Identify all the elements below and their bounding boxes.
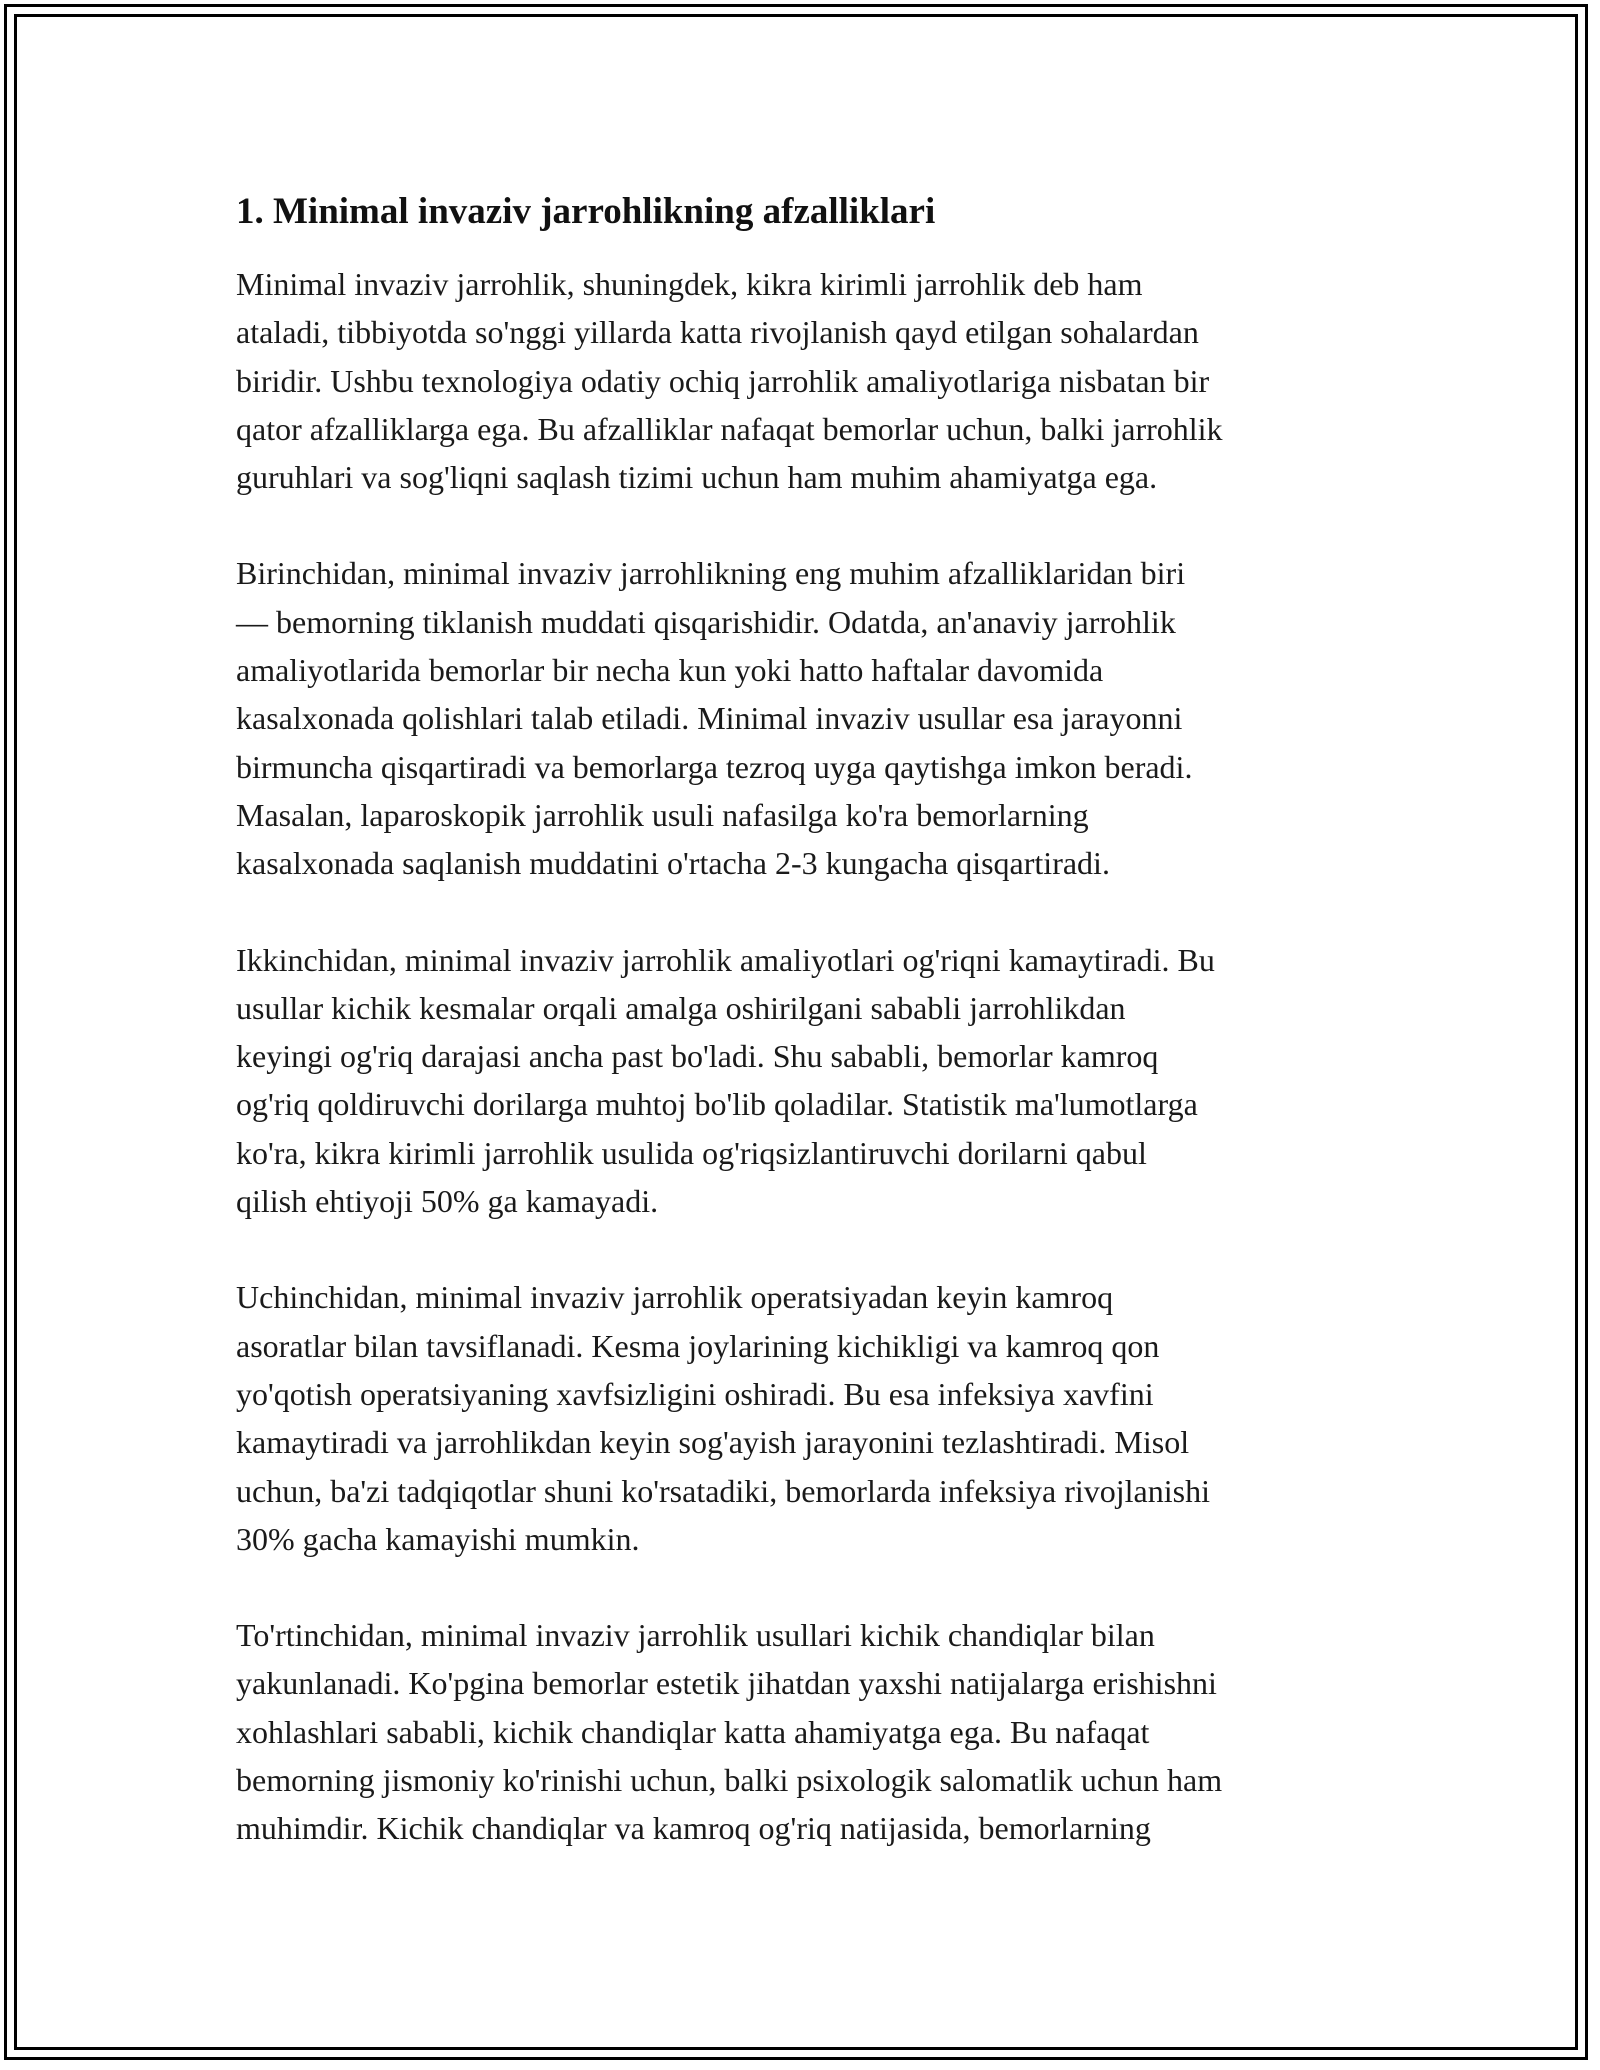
paragraph-second-advantage	[236, 936, 1376, 1226]
paragraph-line: bemorning jismoniy ko'rinishi uchun, balki psixologik salomatlik uchun ham	[236, 1762, 1223, 1799]
paragraph-line: Minimal invaziv jarrohlik, shuningdek, kikra kirimli jarrohlik deb ham	[236, 266, 1143, 302]
paragraph-line: qator afzalliklarga ega. Bu afzalliklar nafaqat bemorlar uchun, balki jarrohlik	[236, 410, 1223, 447]
paragraph-line: asoratlar bilan tavsiflanadi. Kesma joylarining kichikligi va kamroq qon	[236, 1327, 1160, 1364]
paragraph-line: Ikkinchidan, minimal invaziv jarrohlik amaliyotlari og'riqni kamaytiradi. Bu	[236, 941, 1215, 978]
paragraph-line: ko'ra, kikra kirimli jarrohlik usulida og'riqsizlantiruvchi dorilarni qabul	[236, 1134, 1147, 1171]
paragraph-line: Birinchidan, minimal invaziv jarrohlikning eng muhim afzalliklaridan biri	[236, 555, 1186, 592]
paragraph-line: Uchinchidan, minimal invaziv jarrohlik operatsiyadan keyin kamroq	[236, 1279, 1114, 1316]
paragraph-fourth-advantage	[236, 1611, 1376, 1852]
paragraph-line: kamaytiradi va jarrohlikdan keyin sog'ayish jarayonini tezlashtiradi. Misol	[236, 1424, 1190, 1461]
paragraph-line: ataladi, tibbiyotda so'nggi yillarda katta rivojlanish qayd etilgan sohalardan	[236, 314, 1199, 351]
paragraph-third-advantage	[236, 1273, 1376, 1563]
paragraph-line: — bemorning tiklanish muddati qisqarishidir. Odatda, an'anaviy jarrohlik	[236, 603, 1176, 640]
paragraph-line: muhimdir. Kichik chandiqlar va kamroq og'riq natijasida, bemorlarning	[236, 1810, 1151, 1847]
paragraph-first-advantage	[236, 549, 1376, 887]
section-heading: 1. Minimal invaziv jarrohlikning afzalliklari	[236, 191, 936, 232]
paragraph-line: biridir. Ushbu texnologiya odatiy ochiq jarrohlik amaliyotlariga nisbatan bir	[236, 362, 1210, 399]
paragraph-line: og'riq qoldiruvchi dorilarga muhtoj bo'lib qoladilar. Statistik ma'lumotlarga	[236, 1086, 1198, 1123]
paragraph-line: usullar kichik kesmalar orqali amalga oshirilgani sababli jarrohlikdan	[236, 989, 1126, 1026]
paragraph-line: kasalxonada qolishlari talab etiladi. Minimal invaziv usullar esa jarayonni	[236, 700, 1183, 737]
paragraph-line: 30% gacha kamayishi mumkin.	[236, 1520, 640, 1557]
paragraph-intro	[236, 260, 1376, 501]
paragraph-line: uchun, ba'zi tadqiqotlar shuni ko'rsatadiki, bemorlarda infeksiya rivojlanishi	[236, 1472, 1210, 1509]
paragraph-line: kasalxonada saqlanish muddatini o'rtacha 2-3 kungacha qisqartiradi.	[236, 845, 1110, 882]
paragraph-line: yo'qotish operatsiyaning xavfsizligini oshiradi. Bu esa infeksiya xavfini	[236, 1375, 1154, 1412]
paragraph-line: yakunlanadi. Ko'pgina bemorlar estetik jihatdan yaxshi natijalarga erishishni	[236, 1665, 1217, 1702]
paragraph-line: keyingi og'riq darajasi ancha past bo'ladi. Shu sababli, bemorlar kamroq	[236, 1038, 1159, 1075]
paragraph-line: Masalan, laparoskopik jarrohlik usuli nafasilga ko'ra bemorlarning	[236, 796, 1089, 833]
paragraph-line: xohlashlari sababli, kichik chandiqlar katta ahamiyatga ega. Bu nafaqat	[236, 1713, 1150, 1750]
paragraph-line: amaliyotlarida bemorlar bir necha kun yoki hatto haftalar davomida	[236, 652, 1104, 689]
paragraph-line: birmuncha qisqartiradi va bemorlarga tezroq uyga qaytishga imkon beradi.	[236, 748, 1193, 785]
paragraph-line: To'rtinchidan, minimal invaziv jarrohlik usullari kichik chandiqlar bilan	[236, 1617, 1155, 1654]
document-body	[236, 184, 1376, 1901]
paragraph-line: guruhlari va sog'liqni saqlash tizimi uchun ham muhim ahamiyatga ega.	[236, 459, 1158, 496]
paragraph-line: qilish ehtiyoji 50% ga kamayadi.	[236, 1183, 659, 1220]
